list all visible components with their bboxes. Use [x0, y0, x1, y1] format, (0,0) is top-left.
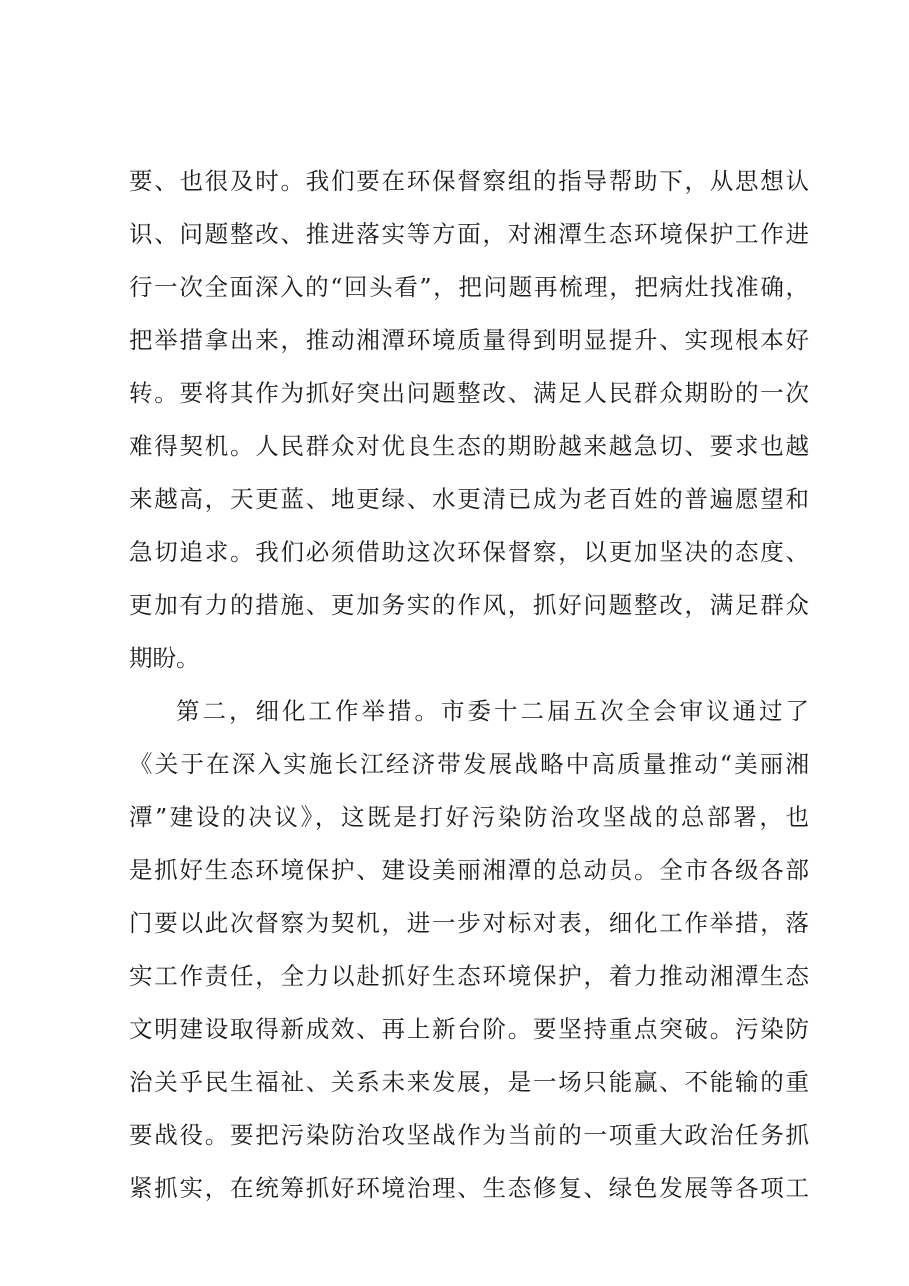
text-line: 来越高，天更蓝、地更绿、水更清已成为老百姓的普遍愿望和: [129, 485, 809, 513]
text-line: 更加有力的措施、更加务实的作风，抓好问题整改，满足群众: [129, 591, 809, 619]
paragraph-first-line: 第二，细化工作举措。市委十二届五次全会审议通过了: [176, 697, 809, 725]
text-line: 要战役。要把污染防治攻坚战作为当前的一项重大政治任务抓: [129, 1121, 809, 1149]
text-line: 行一次全面深入的“回头看”，把问题再梳理，把病灶找准确，: [129, 273, 809, 301]
text-line: 是抓好生态环境保护、建设美丽湘潭的总动员。全市各级各部: [129, 856, 809, 884]
text-line: 要、也很及时。我们要在环保督察组的指导帮助下，从思想认: [129, 167, 809, 195]
text-line: 识、问题整改、推进落实等方面，对湘潭生态环境保护工作进: [129, 220, 809, 248]
text-line: 转。要将其作为抓好突出问题整改、满足人民群众期盼的一次: [129, 379, 809, 407]
document-body: [129, 155, 809, 1215]
text-line: 难得契机。人民群众对优良生态的期盼越来越急切、要求也越: [129, 432, 809, 460]
text-line: 潭”建设的决议》，这既是打好污染防治攻坚战的总部署，也: [129, 803, 809, 831]
text-line: 紧抓实，在统筹抓好环境治理、生态修复、绿色发展等各项工: [129, 1174, 809, 1202]
text-line: 门要以此次督察为契机，进一步对标对表，细化工作举措，落: [129, 909, 809, 937]
text-line: 把举措拿出来，推动湘潭环境质量得到明显提升、实现根本好: [129, 326, 809, 354]
text-line: 急切追求。我们必须借助这次环保督察，以更加坚决的态度、: [129, 538, 809, 566]
paragraph-end-line: 期盼。: [129, 644, 200, 672]
text-line: 实工作责任，全力以赴抓好生态环境保护，着力推动湘潭生态: [129, 962, 809, 990]
text-line: 文明建设取得新成效、再上新台阶。要坚持重点突破。污染防: [129, 1015, 809, 1043]
text-line: 治关乎民生福祉、关系未来发展，是一场只能赢、不能输的重: [129, 1068, 809, 1096]
text-line: 《关于在深入实施长江经济带发展战略中高质量推动“美丽湘: [129, 750, 809, 778]
